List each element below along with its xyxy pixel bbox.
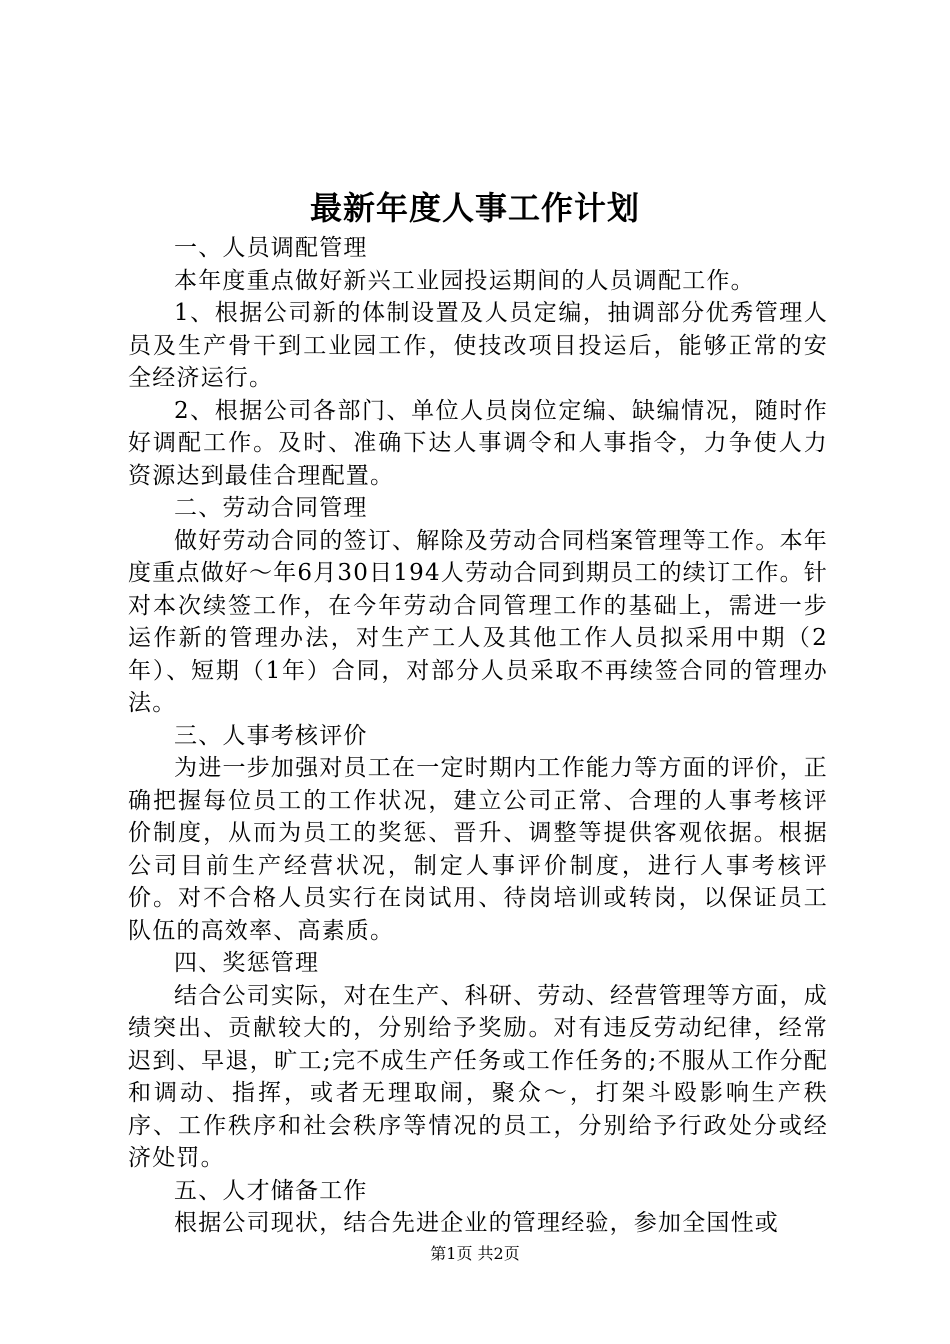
page-number-footer: 第1页 共2页 (430, 1244, 520, 1263)
section-heading-3: 三、人事考核评价 (174, 722, 368, 749)
document-body (128, 232, 828, 1240)
paragraph: 本年度重点做好新兴工业园投运期间的人员调配工作。 (174, 267, 755, 294)
paragraph: 做好劳动合同的签订、解除及劳动合同档案管理等工作。本年度重点做好～年6月30日194人劳动合同到期员工的续订工作。针对本次续签工作，在今年劳动合同管理工作的基础上，需进一步运作新的管理办法，对生产工人及其他工作人员拟采用中期（2年）、短期（1年）合同，对部分人员采取不再续签合同的管理办法。 (128, 527, 828, 716)
section-heading-5: 五、人才储备工作 (174, 1177, 368, 1204)
document-title: 最新年度人事工作计划 (309, 189, 640, 227)
paragraph: 根据公司现状，结合先进企业的管理经验，参加全国性或 (174, 1210, 779, 1236)
section-heading-1: 一、人员调配管理 (174, 235, 368, 261)
paragraph: 为进一步加强对员工在一定时期内工作能力等方面的评价，正确把握每位员工的工作状况，建立公司正常、合理的人事考核评价制度，从而为员工的奖惩、晋升、调整等提供客观依据。根据公司目前生产经营状况，制定人事评价制度，进行人事考核评价。对不合格人员实行在岗试用、待岗培训或转岗，以保证员工队伍的高效率、高素质。 (128, 755, 828, 944)
paragraph: 1、根据公司新的体制设置及人员定编，抽调部分优秀管理人员及生产骨干到工业园工作，使技改项目投运后，能够正常的安全经济运行。 (128, 300, 828, 391)
section-heading-4: 四、奖惩管理 (174, 950, 320, 976)
paragraph: 2、根据公司各部门、单位人员岗位定编、缺编情况，随时作好调配工作。及时、准确下达人事调令和人事指令，力争使人力资源达到最佳合理配置。 (128, 397, 828, 489)
paragraph: 结合公司实际，对在生产、科研、劳动、经营管理等方面，成绩突出、贡献较大的，分别给予奖励。对有违反劳动纪律，经常迟到、早退，旷工;完不成生产任务或工作任务的;不服从工作分配和调动、指挥，或者无理取闹，聚众～，打架斗殴影响生产秩序、工作秩序和社会秩序等情况的员工，分别给予行政处分或经济处罚。 (128, 982, 828, 1171)
section-heading-2: 二、劳动合同管理 (174, 495, 368, 521)
